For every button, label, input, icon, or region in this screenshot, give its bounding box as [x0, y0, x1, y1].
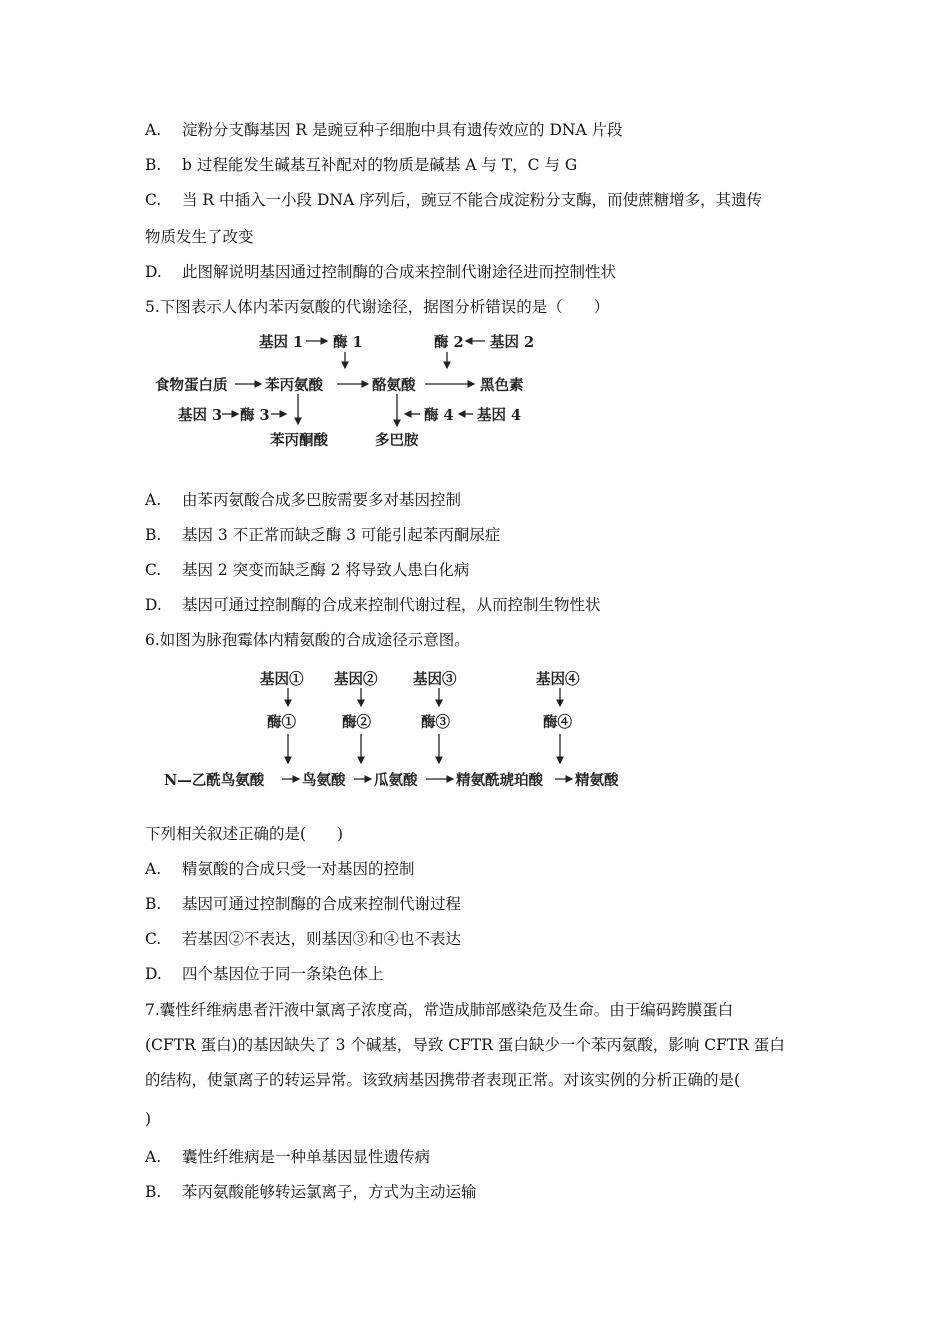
d1-dopamine: 多巴胺 [375, 432, 419, 449]
d2-chain-0: N—乙酰鸟氨酸 [164, 772, 265, 789]
d2-enzyme-4: 酶④ [543, 714, 572, 731]
option-label: B. [145, 156, 162, 174]
q6-stem: 6.如图为脉孢霉体内精氨酸的合成途径示意图。 [145, 631, 470, 649]
option-label: A. [145, 860, 162, 878]
d1-gene4: 基因 4 [477, 407, 522, 424]
d1-gene1: 基因 1 [259, 334, 304, 351]
d1-phe: 苯丙氨酸 [265, 377, 323, 394]
d2-chain-3: 精氨酰琥珀酸 [456, 772, 543, 789]
option-label: C. [145, 561, 162, 579]
option-label: B. [145, 1183, 162, 1201]
q5-option-a [145, 488, 461, 510]
q5-option-c [145, 558, 469, 580]
q5-option-b [145, 523, 500, 545]
d2-chain-1: 鸟氨酸 [302, 772, 346, 789]
d1-tyr: 酪氨酸 [372, 377, 416, 394]
option-text: 苯丙氨酸能够转运氯离子，方式为主动运输 [182, 1183, 477, 1201]
d2-gene-4: 基因④ [536, 671, 580, 688]
d1-enzyme4: 酶 4 [424, 407, 454, 424]
q4-option-d [145, 260, 616, 282]
d1-enzyme1: 酶 1 [333, 334, 363, 351]
q6-option-d [145, 962, 384, 984]
q5-stem: 5.下图表示人体内苯丙氨酸的代谢途径，据图分析错误的是（ ） [145, 298, 610, 316]
d2-enzyme-2: 酶② [342, 714, 371, 731]
option-text: 由苯丙氨酸合成多巴胺需要多对基因控制 [182, 491, 462, 509]
option-label: A. [145, 121, 162, 139]
option-text: 基因可通过控制酶的合成来控制代谢过程 [182, 895, 462, 913]
d2-chain-2: 瓜氨酸 [374, 772, 418, 789]
d1-enzyme2: 酶 2 [434, 334, 464, 351]
d1-melanin: 黑色素 [480, 377, 524, 394]
d1-ppa: 苯丙酮酸 [270, 432, 328, 449]
d2-enzyme-3: 酶③ [421, 714, 450, 731]
q7-option-b [145, 1180, 477, 1202]
option-label: B. [145, 526, 162, 544]
q4-option-c-cont: 物质发生了改变 [145, 228, 254, 246]
q7-stem-line-2: (CFTR 蛋白)的基因缺失了 3 个碱基，导致 CFTR 蛋白缺少一个苯丙氨酸，影响 CFTR 蛋白 [145, 1036, 785, 1054]
d2-enzyme-1: 酶① [267, 714, 296, 731]
d1-gene3: 基因 3 [178, 407, 223, 424]
d1-food-protein: 食物蛋白质 [155, 377, 228, 394]
option-label: A. [145, 491, 162, 509]
option-text: 基因可通过控制酶的合成来控制代谢过程，从而控制生物性状 [182, 596, 601, 614]
option-label: B. [145, 895, 162, 913]
option-label: C. [145, 930, 162, 948]
q7-option-a [145, 1145, 430, 1167]
q5-option-d [145, 593, 601, 615]
d1-gene2: 基因 2 [490, 334, 535, 351]
option-label: A. [145, 1148, 162, 1166]
q6-option-a [145, 857, 415, 879]
option-text: 若基因②不表达，则基因③和④也不表达 [182, 930, 462, 948]
option-label: D. [145, 965, 162, 983]
option-label: D. [145, 263, 162, 281]
d2-chain-4: 精氨酸 [575, 772, 619, 789]
option-text: 基因 2 突变而缺乏酶 2 将导致人患白化病 [182, 561, 470, 579]
option-text: b 过程能发生碱基互补配对的物质是碱基 A 与 T，C 与 G [182, 156, 578, 174]
option-text: 当 R 中插入一小段 DNA 序列后，豌豆不能合成淀粉分支酶，而使蔗糖增多，其遗传 [182, 191, 763, 209]
option-text: 精氨酸的合成只受一对基因的控制 [182, 860, 415, 878]
q4-option-a [145, 118, 623, 140]
q7-stem-line-1: 7.囊性纤维病患者汗液中氯离子浓度高，常造成肺部感染危及生命。由于编码跨膜蛋白 [145, 1001, 734, 1019]
option-label: D. [145, 596, 162, 614]
q6-question: 下列相关叙述正确的是( ) [145, 825, 344, 843]
q7-stem-line-3: 的结构，使氯离子的转运异常。该致病基因携带者表现正常。对该实例的分析正确的是( [145, 1071, 741, 1089]
d2-gene-1: 基因① [260, 671, 304, 688]
option-text: 基因 3 不正常而缺乏酶 3 可能引起苯丙酮尿症 [182, 526, 501, 544]
option-label: C. [145, 191, 162, 209]
option-text: 囊性纤维病是一种单基因显性遗传病 [182, 1148, 431, 1166]
q7-stem-line-4: ) [145, 1110, 152, 1128]
d1-enzyme3: 酶 3 [240, 407, 270, 424]
option-text: 此图解说明基因通过控制酶的合成来控制代谢途径进而控制性状 [182, 263, 617, 281]
q4-option-c [145, 188, 762, 210]
option-text: 四个基因位于同一条染色体上 [182, 965, 384, 983]
q6-option-c [145, 927, 461, 949]
option-text: 淀粉分支酶基因 R 是豌豆种子细胞中具有遗传效应的 DNA 片段 [182, 121, 623, 139]
q4-option-b [145, 153, 577, 175]
d2-gene-3: 基因③ [413, 671, 457, 688]
q6-option-b [145, 892, 461, 914]
d2-gene-2: 基因② [334, 671, 378, 688]
